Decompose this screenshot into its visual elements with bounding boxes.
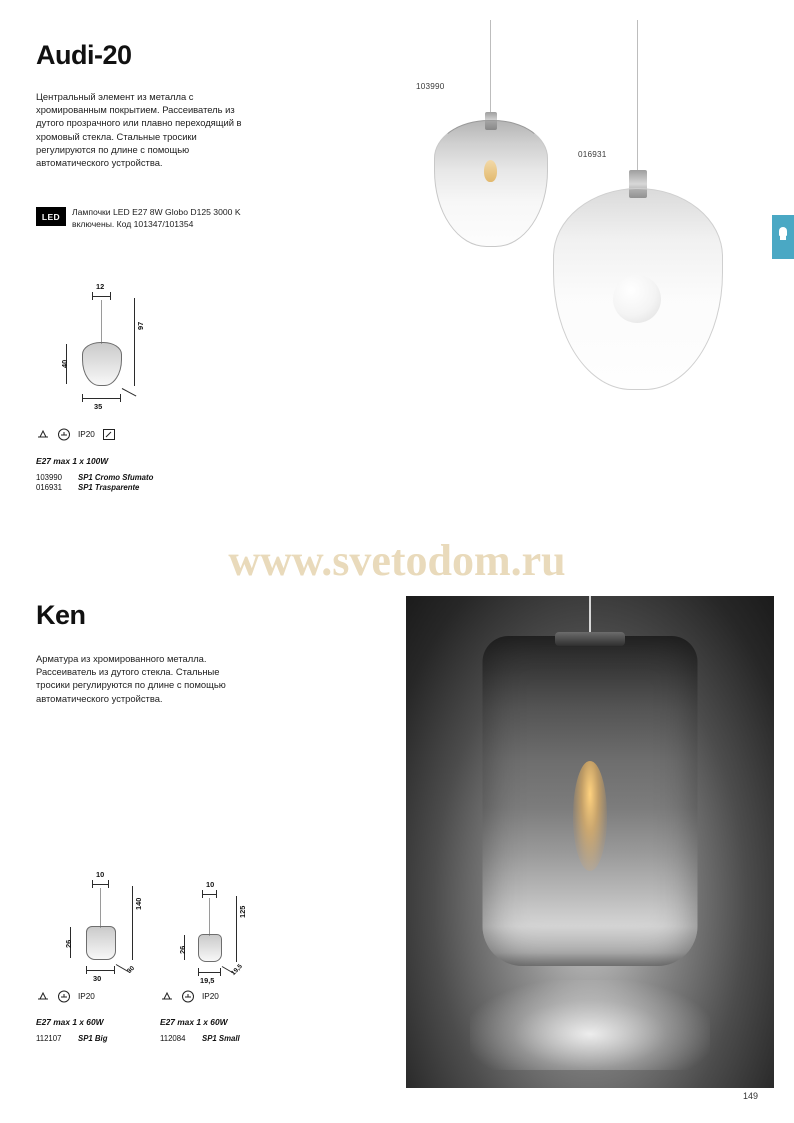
variant-code: 112107	[36, 1034, 62, 1043]
technical-drawing-ken-small	[160, 880, 300, 1000]
variant-name: SP1 Trasparente	[78, 483, 140, 492]
ip-rating: IP20	[78, 992, 95, 1001]
dim-bottom-width: 30	[93, 974, 102, 983]
protection-icon	[181, 990, 195, 1003]
led-badge-block	[36, 207, 66, 226]
variant-code: 112084	[160, 1034, 186, 1043]
dim-height: 97	[136, 321, 145, 330]
technical-drawing-audi20	[36, 282, 176, 422]
lamp-cord	[637, 20, 638, 175]
lamp-photo-ken	[406, 596, 774, 1088]
variant-row-016931	[36, 483, 139, 492]
dim-top-width: 10	[96, 870, 105, 879]
dim-height: 125	[238, 905, 247, 918]
protection-icon	[57, 990, 71, 1003]
led-note: Лампочки LED E27 8W Globo D125 3000 K включены. Код 101347/101354	[72, 207, 241, 229]
lamp-cord	[589, 596, 591, 636]
page-title-ken	[36, 600, 86, 631]
lamp-bulb	[613, 275, 661, 323]
variant-row-112107	[36, 1034, 107, 1043]
spec-line-audi20: E27 max 1 x 100W	[36, 456, 109, 466]
variant-code: 016931	[36, 483, 63, 492]
page-title-audi20	[36, 40, 132, 71]
led-badge: LED	[36, 207, 66, 226]
lamp-bulb	[573, 761, 607, 871]
lamp-cap	[555, 632, 625, 646]
dim-depth: 19,5	[230, 963, 244, 977]
lamp-cord	[490, 20, 491, 116]
product-title: Audi-20	[36, 40, 132, 70]
dim-depth: 30	[126, 964, 137, 975]
lamp-glow	[470, 980, 710, 1070]
product-description: Арматура из хромированного металла. Рассеиватель из дутого стекла. Стальные тросики регулируются по длине с помощью автоматического устройства.	[36, 653, 226, 704]
spec-line-ken-big: E27 max 1 x 60W	[36, 1017, 104, 1027]
spec-line-ken-small: E27 max 1 x 60W	[160, 1017, 228, 1027]
bulb-icon	[779, 227, 787, 236]
photo-ref-016931: 016931	[578, 150, 607, 159]
dimmable-icon	[102, 428, 116, 441]
dim-shade-height: 26	[178, 945, 187, 954]
icon-row-ken-big	[36, 990, 95, 1003]
lamp-photo-016931	[515, 20, 755, 400]
technical-drawing-ken-big	[36, 870, 176, 1000]
variant-name: SP1 Big	[78, 1034, 108, 1043]
tech-shade	[82, 342, 122, 386]
class-2-icon	[36, 990, 50, 1003]
lamp-bulb	[484, 160, 497, 182]
dim-top-width: 12	[96, 282, 105, 291]
class-2-icon	[160, 990, 174, 1003]
watermark: www.svetodom.ru	[228, 536, 566, 585]
ip-rating: IP20	[78, 430, 95, 439]
icon-row-ken-small	[160, 990, 219, 1003]
photo-ref-103990: 103990	[416, 82, 445, 91]
product-title: Ken	[36, 600, 86, 630]
dim-shade-height: 26	[64, 939, 73, 948]
tech-shade	[198, 934, 222, 962]
page-number: 149	[742, 1091, 758, 1101]
dim-height: 140	[134, 897, 143, 910]
dim-shade-height: 40	[60, 359, 69, 368]
dim-bottom-width: 19,5	[200, 976, 215, 985]
variant-code: 103990	[36, 473, 63, 482]
protection-icon	[57, 428, 71, 441]
product-description: Центральный элемент из металла с хромированным покрытием. Рассеиватель из дутого прозрачного или плавно переходящий в хромовый стекла. Стальные тросики регулируются по длине с помощью автоматического устройства.	[36, 91, 242, 169]
dim-bottom-width: 35	[94, 402, 103, 411]
variant-row-112084	[160, 1034, 240, 1043]
icon-row-audi20	[36, 428, 116, 441]
dim-top-width: 10	[206, 880, 215, 889]
class-2-icon	[36, 428, 50, 441]
tech-shade	[86, 926, 116, 960]
ip-rating: IP20	[202, 992, 219, 1001]
side-tab-marker	[772, 215, 794, 259]
variant-row-103990	[36, 473, 153, 482]
variant-name: SP1 Small	[202, 1034, 240, 1043]
variant-name: SP1 Cromo Sfumato	[78, 473, 154, 482]
